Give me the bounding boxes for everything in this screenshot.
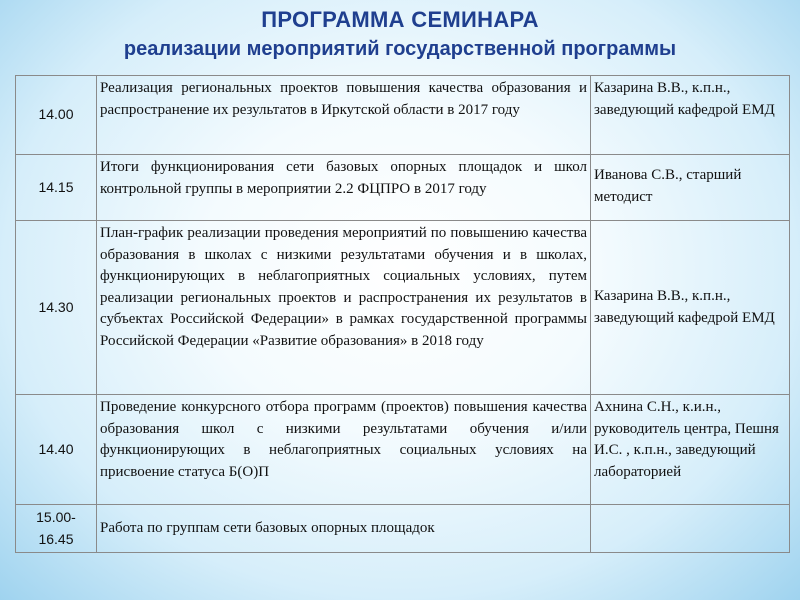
description-cell: Итоги функционирования сети базовых опорных площадок и школ контрольной группы в мероприятии 2.2 ФЦПРО в 2017 году <box>97 155 591 221</box>
speaker-cell: Ахнина С.Н., к.и.н., руководитель центра, Пешня И.С. , к.п.н., заведующий лабораторией <box>591 395 790 505</box>
time-cell: 15.00-16.45 <box>16 505 97 553</box>
title-line-1: ПРОГРАММА СЕМИНАРА <box>261 7 539 32</box>
speaker-cell: Казарина В.В., к.п.н., заведующий кафедрой ЕМД <box>591 76 790 155</box>
speaker-cell: Казарина В.В., к.п.н., заведующий кафедрой ЕМД <box>591 221 790 395</box>
description-cell: Проведение конкурсного отбора программ (проектов) повышения качества образования школ с низкими результатами обучения и/или функционирующих в неблагоприятных социальных условиях на присвоение статуса Б(О)П <box>97 395 591 505</box>
time-cell: 14.30 <box>16 221 97 395</box>
description-cell: План-график реализации проведения мероприятий по повышению качества образования в школах с низкими результатами обучения и в школах, функционирующих в неблагоприятных социальных условиях, путем реализации региональных проектов и распространения их результатов в субъектах Российской Федерации» в рамках государственной программы Российской Федерации «Развитие образования» в 2018 году <box>97 221 591 395</box>
table-row <box>16 395 790 505</box>
description-cell: Работа по группам сети базовых опорных площадок <box>97 505 591 553</box>
description-cell: Реализация региональных проектов повышения качества образования и распространение их результатов в Иркутской области в 2017 году <box>97 76 591 155</box>
table-row <box>16 221 790 395</box>
schedule-table <box>15 75 790 553</box>
speaker-cell <box>591 505 790 553</box>
speaker-cell: Иванова С.В., старший методист <box>591 155 790 221</box>
time-cell: 14.15 <box>16 155 97 221</box>
table-row <box>16 155 790 221</box>
table-row <box>16 76 790 155</box>
title-line-2: реализации мероприятий государственной программы <box>123 37 677 60</box>
table-row <box>16 505 790 553</box>
time-cell: 14.00 <box>16 76 97 155</box>
time-cell: 14.40 <box>16 395 97 505</box>
slide-title <box>0 6 800 62</box>
